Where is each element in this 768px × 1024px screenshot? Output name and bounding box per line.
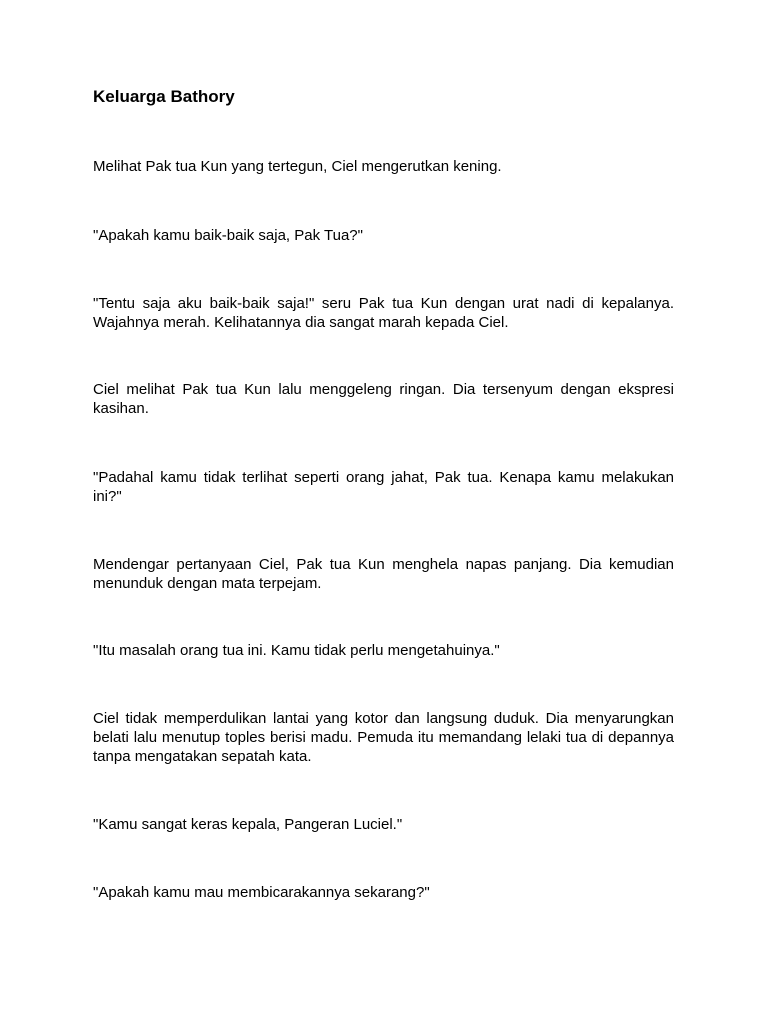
paragraph: "Apakah kamu baik-baik saja, Pak Tua?" xyxy=(93,227,363,244)
document-title: Keluarga Bathory xyxy=(93,87,235,106)
paragraph: "Apakah kamu mau membicarakannya sekarang?" xyxy=(93,884,430,901)
paragraph: Melihat Pak tua Kun yang tertegun, Ciel mengerutkan kening. xyxy=(93,158,502,175)
paragraph: Mendengar pertanyaan Ciel, Pak tua Kun menghela napas panjang. Dia kemudian menunduk dengan mata terpejam. xyxy=(93,556,674,592)
paragraph: "Padahal kamu tidak terlihat seperti orang jahat, Pak tua. Kenapa kamu melakukan ini?" xyxy=(93,469,674,505)
paragraph: "Itu masalah orang tua ini. Kamu tidak perlu mengetahuinya." xyxy=(93,642,500,659)
paragraph: "Kamu sangat keras kepala, Pangeran Luciel." xyxy=(93,816,403,833)
paragraph: Ciel melihat Pak tua Kun lalu menggeleng ringan. Dia tersenyum dengan ekspresi kasihan. xyxy=(93,381,674,417)
paragraph: Ciel tidak memperdulikan lantai yang kotor dan langsung duduk. Dia menyarungkan belati lalu menutup toples berisi madu. Pemuda itu memandang lelaki tua di depannya tanpa mengatakan sepatah kata. xyxy=(93,710,674,765)
paragraph: "Tentu saja aku baik-baik saja!" seru Pak tua Kun dengan urat nadi di kepalanya. Wajahnya merah. Kelihatannya dia sangat marah kepada Ciel. xyxy=(93,295,674,331)
